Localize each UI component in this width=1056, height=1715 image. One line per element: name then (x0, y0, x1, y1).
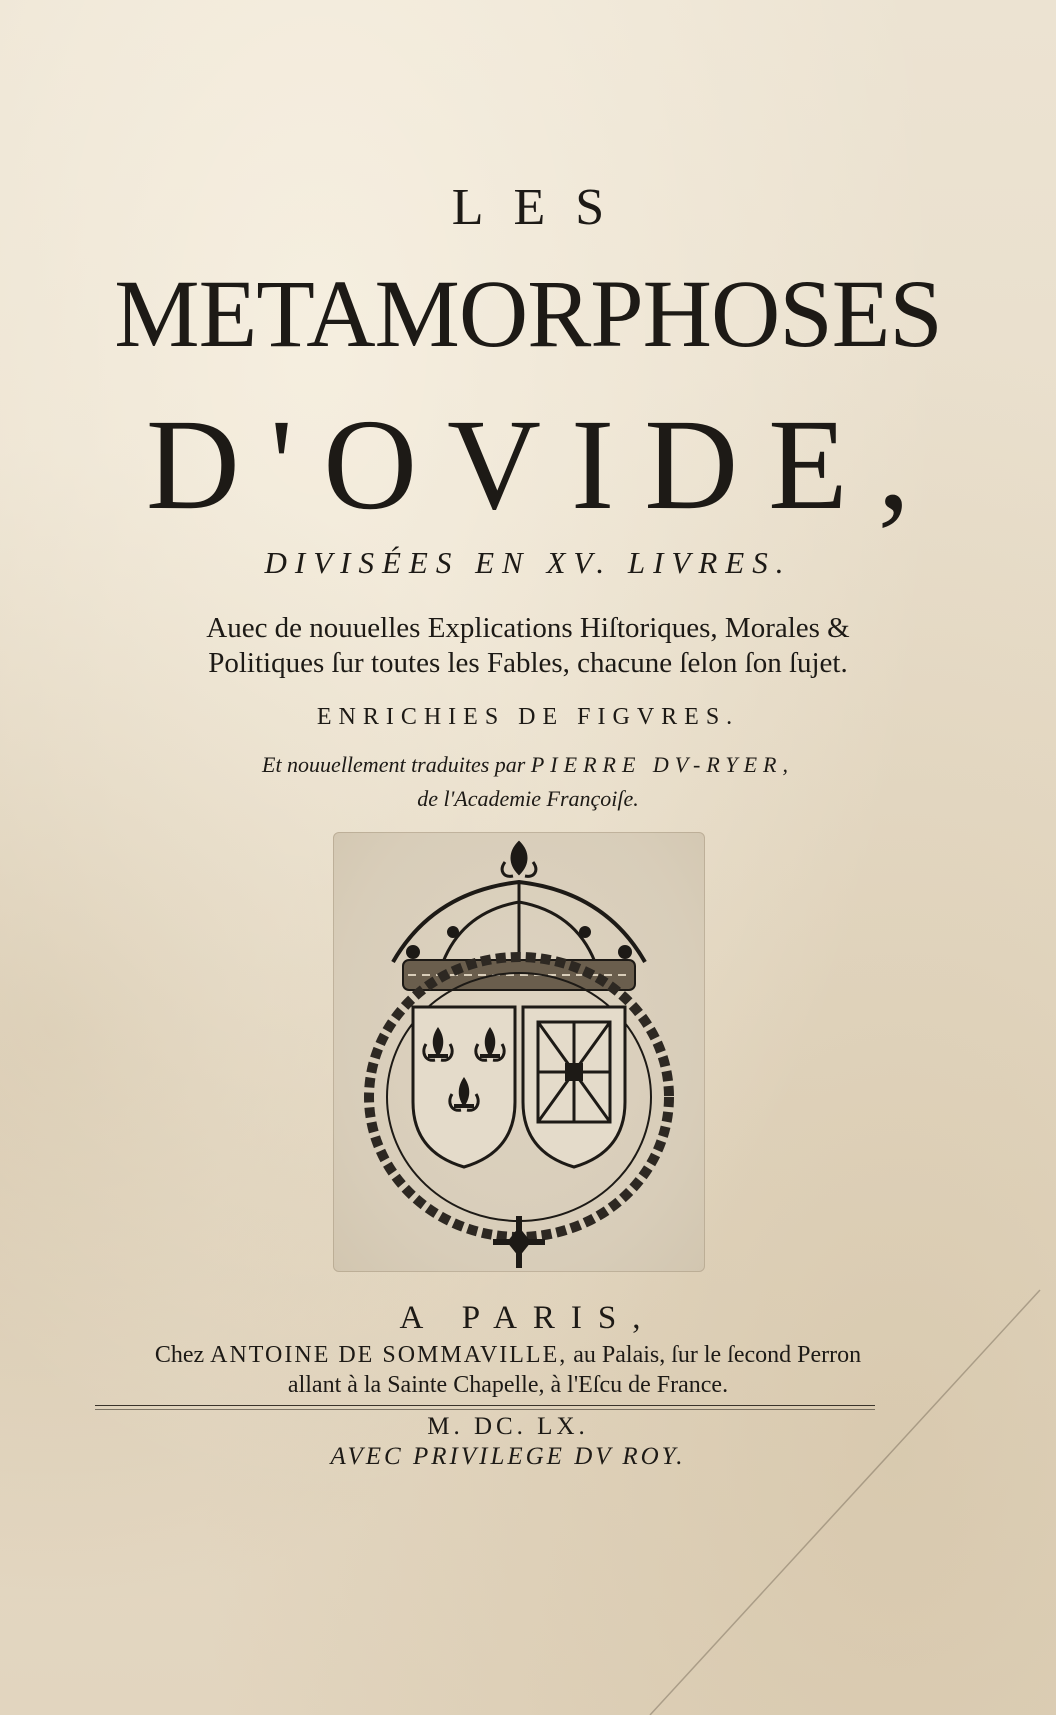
description-line-2: Politiques ſur toutes les Fables, chacune ſelon ſon ſujet. (208, 647, 848, 679)
translator-prefix: Et nouuellement traduites par (262, 752, 531, 777)
title-metamorphoses: METAMORPHOSES (114, 260, 942, 367)
privilege-line: AVEC PRIVILEGE DV ROY. (330, 1443, 686, 1470)
description-line-1: Auec de nouuelles Explications Hiſtoriques, Morales & (206, 612, 850, 644)
publisher-name: ANTOINE DE SOMMAVILLE, (210, 1342, 568, 1368)
imprint-address-line: allant à la Sainte Chapelle, à l'Eſcu de France. (287, 1372, 729, 1398)
title-dovide: D'OVIDE, (145, 393, 941, 537)
imprint-city: A PARIS, (399, 1300, 657, 1336)
enrichies-line: ENRICHIES DE FIGVRES. (316, 704, 740, 730)
imprint-date: M. DC. LX. (427, 1413, 589, 1440)
publisher-prefix: Chez (154, 1342, 211, 1368)
publisher-suffix: au Palais, ſur le ſecond Perron (567, 1342, 862, 1368)
title-les: LES (451, 179, 635, 236)
translator-name: PIERRE DV-RYER, (530, 752, 794, 777)
academie-line: de l'Academie Françoiſe. (417, 786, 639, 811)
subtitle-divisees: DIVISÉES EN XV. LIVRES. (264, 545, 792, 580)
